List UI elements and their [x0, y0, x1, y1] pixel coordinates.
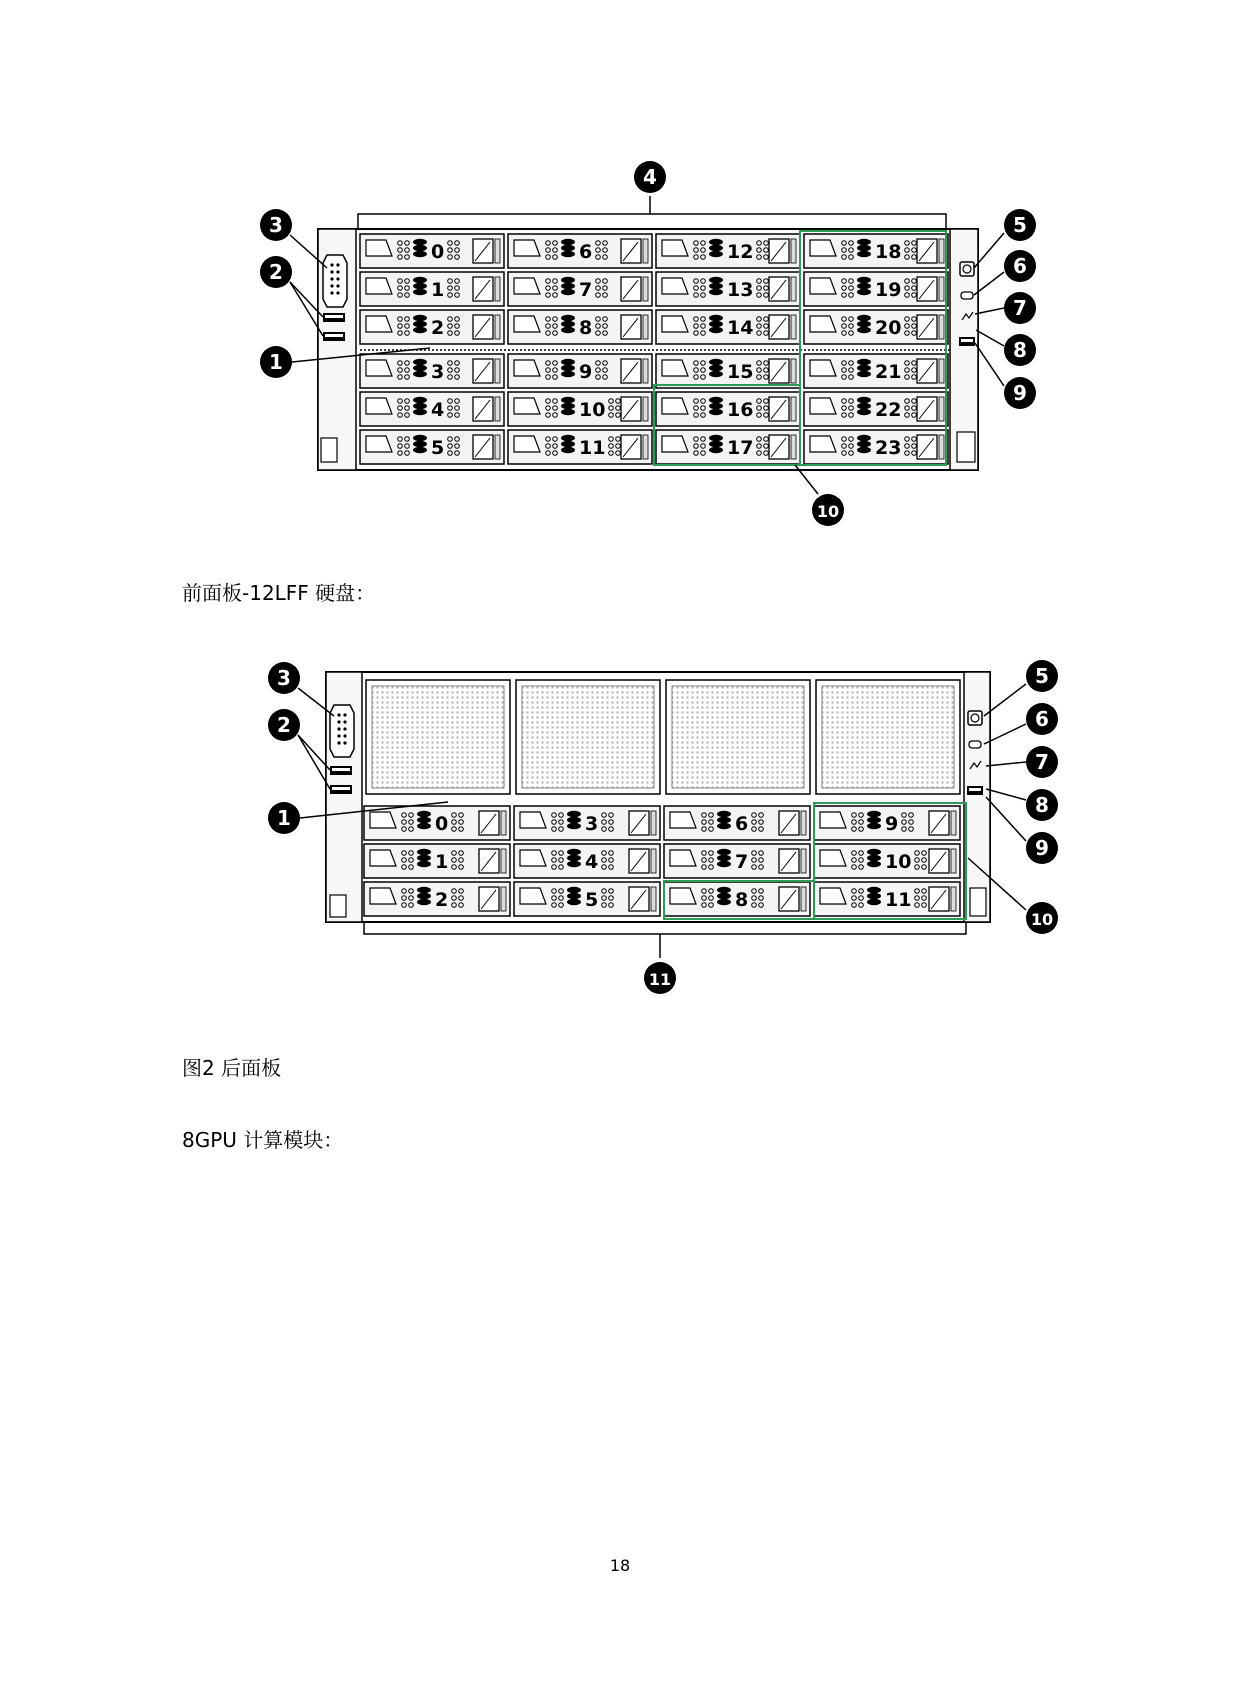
callout-10: [812, 494, 844, 526]
drive-icon: [867, 887, 881, 893]
drive-icon: [709, 441, 723, 447]
page-number: 18: [609, 1556, 631, 1575]
drive-icon: [413, 359, 427, 365]
drive-icon: [709, 447, 723, 453]
drive-bay-label: 9: [579, 361, 593, 383]
drive-icon: [717, 855, 731, 861]
drive-bay-5: [360, 430, 504, 464]
drive-icon: [857, 315, 871, 321]
drive-icon: [717, 899, 731, 905]
drive-icon: [709, 251, 723, 257]
vent-mesh: [372, 686, 504, 788]
drive-icon: [709, 245, 723, 251]
drive-icon: [867, 849, 881, 855]
drive-icon: [867, 823, 881, 829]
drive-bay-label: 0: [435, 813, 449, 835]
drive-icon: [709, 359, 723, 365]
drive-bay-21: [804, 354, 948, 388]
drive-bay-label: 11: [579, 437, 606, 459]
drive-icon: [561, 327, 575, 333]
vent-mesh: [672, 686, 804, 788]
drive-bay-1: [364, 844, 510, 878]
drive-bay-label: 20: [875, 317, 902, 339]
drive-bay-14: [656, 310, 800, 344]
callout-number: 3: [277, 666, 291, 690]
drive-icon: [561, 447, 575, 453]
drive-bay-17: [656, 430, 800, 464]
drive-icon: [561, 371, 575, 377]
vent-mesh: [522, 686, 654, 788]
drive-bay-label: 5: [585, 889, 599, 911]
drive-bay-6: [508, 234, 652, 268]
drive-icon: [413, 321, 427, 327]
drive-bay-label: 6: [735, 813, 749, 835]
drive-icon: [417, 811, 431, 817]
callout-number: 8: [1013, 338, 1027, 362]
caption-8gpu-module: 8GPU 计算模块：: [182, 1128, 344, 1152]
drive-bay-9: [508, 354, 652, 388]
drive-bay-label: 8: [735, 889, 749, 911]
drive-bay-label: 15: [727, 361, 754, 383]
drive-icon: [717, 817, 731, 823]
drive-icon: [717, 887, 731, 893]
callout-3: [268, 662, 300, 694]
drive-bay-label: 16: [727, 399, 754, 421]
drive-bay-label: 12: [727, 241, 754, 263]
drive-bay-11: [508, 430, 652, 464]
callout-2: [268, 709, 300, 741]
uid-button: [969, 741, 981, 748]
leader-line: [976, 330, 1004, 346]
drive-icon: [857, 245, 871, 251]
drive-icon: [857, 277, 871, 283]
drive-icon: [857, 371, 871, 377]
drive-icon: [567, 887, 581, 893]
drive-icon: [857, 403, 871, 409]
callout-number: 6: [1035, 707, 1049, 731]
callout-8: [1026, 789, 1058, 821]
drive-icon: [561, 435, 575, 441]
drive-icon: [561, 321, 575, 327]
drive-bay-label: 2: [431, 317, 445, 339]
drive-icon: [413, 371, 427, 377]
drive-bay-12: [656, 234, 800, 268]
drive-icon: [413, 315, 427, 321]
callout-5: [1004, 209, 1036, 241]
callout-number: 1: [269, 350, 283, 374]
drive-bay-5: [514, 882, 660, 916]
drive-icon: [417, 893, 431, 899]
callout-number: 5: [1013, 213, 1027, 237]
drive-bay-label: 22: [875, 399, 902, 421]
callout-number: 10: [816, 502, 840, 521]
drive-icon: [709, 239, 723, 245]
uid-button: [961, 292, 973, 299]
drive-icon: [709, 365, 723, 371]
drive-icon: [709, 315, 723, 321]
drive-icon: [567, 849, 581, 855]
drive-bay-22: [804, 392, 948, 426]
drive-icon: [857, 435, 871, 441]
drive-bay-6: [664, 806, 810, 840]
drive-icon: [561, 245, 575, 251]
drive-icon: [867, 893, 881, 899]
drive-bay-7: [664, 844, 810, 878]
callout-2: [260, 256, 292, 288]
callout-5: [1026, 660, 1058, 692]
drive-bay-2: [364, 882, 510, 916]
drive-icon: [709, 403, 723, 409]
leader-line: [986, 789, 1026, 800]
drive-bay-7: [508, 272, 652, 306]
drive-bay-18: [804, 234, 948, 268]
callout-1: [268, 802, 300, 834]
vent-mesh: [822, 686, 954, 788]
callout-number: 10: [1030, 910, 1054, 929]
drive-bay-4: [514, 844, 660, 878]
drive-bay-4: [360, 392, 504, 426]
drive-icon: [567, 855, 581, 861]
drive-icon: [709, 435, 723, 441]
callout-number: 9: [1013, 381, 1027, 405]
drive-bay-label: 10: [885, 851, 912, 873]
drive-bay-10: [508, 392, 652, 426]
callout-7: [1026, 746, 1058, 778]
leader-line: [986, 762, 1026, 766]
drive-icon: [567, 899, 581, 905]
drive-bay-label: 23: [875, 437, 902, 459]
drive-bay-label: 3: [431, 361, 445, 383]
drive-icon: [867, 817, 881, 823]
drive-bay-label: 3: [585, 813, 599, 835]
drive-bay-label: 2: [435, 889, 449, 911]
drive-icon: [709, 289, 723, 295]
callout-9: [1004, 377, 1036, 409]
drive-bay-label: 4: [585, 851, 599, 873]
drive-bay-label: 17: [727, 437, 754, 459]
drive-bay-label: 0: [431, 241, 445, 263]
drive-icon: [561, 283, 575, 289]
drive-bay-label: 9: [885, 813, 899, 835]
drive-icon: [561, 239, 575, 245]
drive-icon: [717, 811, 731, 817]
drive-icon: [857, 321, 871, 327]
drive-icon: [857, 327, 871, 333]
callout-6: [1004, 250, 1036, 282]
drive-icon: [567, 823, 581, 829]
callout-8: [1004, 334, 1036, 366]
drive-icon: [413, 441, 427, 447]
drive-bay-label: 1: [431, 279, 445, 301]
drive-icon: [857, 239, 871, 245]
drive-icon: [413, 239, 427, 245]
drive-icon: [857, 409, 871, 415]
drive-bay-0: [364, 806, 510, 840]
callout-number: 2: [269, 260, 283, 284]
drive-icon: [413, 327, 427, 333]
drive-icon: [413, 251, 427, 257]
callout-4: [634, 161, 666, 193]
drive-bay-label: 6: [579, 241, 593, 263]
drive-icon: [567, 817, 581, 823]
drive-bay-10: [814, 844, 960, 878]
drive-bay-label: 14: [727, 317, 754, 339]
drive-icon: [413, 245, 427, 251]
drive-icon: [417, 861, 431, 867]
drive-icon: [417, 887, 431, 893]
drive-bay-label: 5: [431, 437, 445, 459]
callout-number: 7: [1035, 750, 1049, 774]
drive-icon: [413, 447, 427, 453]
drive-icon: [413, 289, 427, 295]
leader-line: [975, 308, 1004, 314]
drive-icon: [561, 315, 575, 321]
drive-icon: [417, 817, 431, 823]
callout-3: [260, 209, 292, 241]
callout-number: 5: [1035, 664, 1049, 688]
drive-bay-3: [514, 806, 660, 840]
drive-bay-11: [814, 882, 960, 916]
drive-bay-8: [508, 310, 652, 344]
drive-bay-label: 13: [727, 279, 754, 301]
drive-icon: [561, 359, 575, 365]
drive-bay-15: [656, 354, 800, 388]
callout-number: 4: [643, 165, 657, 189]
drive-bay-label: 4: [431, 399, 445, 421]
drive-icon: [709, 277, 723, 283]
drive-bay-9: [814, 806, 960, 840]
drive-bay-19: [804, 272, 948, 306]
drive-icon: [717, 893, 731, 899]
callout-6: [1026, 703, 1058, 735]
drive-bay-label: 7: [735, 851, 749, 873]
drive-bay-label: 19: [875, 279, 902, 301]
drive-bay-3: [360, 354, 504, 388]
drive-icon: [561, 277, 575, 283]
drive-icon: [413, 397, 427, 403]
drive-icon: [561, 251, 575, 257]
drive-bay-0: [360, 234, 504, 268]
drive-bay-label: 18: [875, 241, 902, 263]
drive-icon: [867, 899, 881, 905]
drive-icon: [857, 283, 871, 289]
drive-icon: [413, 403, 427, 409]
drive-icon: [867, 861, 881, 867]
drive-icon: [561, 441, 575, 447]
drive-icon: [857, 441, 871, 447]
drive-icon: [567, 893, 581, 899]
drive-icon: [561, 403, 575, 409]
drive-icon: [417, 855, 431, 861]
drive-icon: [413, 277, 427, 283]
vga-port: [323, 255, 347, 307]
callout-number: 7: [1013, 296, 1027, 320]
drive-bay-label: 21: [875, 361, 902, 383]
drive-icon: [561, 289, 575, 295]
callout-7: [1004, 292, 1036, 324]
drive-icon: [717, 823, 731, 829]
callout-number: 3: [269, 213, 283, 237]
drive-icon: [717, 861, 731, 867]
drive-icon: [417, 849, 431, 855]
drive-icon: [857, 359, 871, 365]
leader-line: [975, 343, 1004, 386]
drive-icon: [857, 447, 871, 453]
drive-bay-label: 11: [885, 889, 912, 911]
drive-icon: [709, 321, 723, 327]
drive-icon: [413, 283, 427, 289]
callout-number: 11: [648, 970, 672, 989]
drive-icon: [417, 899, 431, 905]
drive-bay-label: 10: [579, 399, 606, 421]
callout-11: [644, 962, 676, 994]
callout-number: 1: [277, 806, 291, 830]
drive-icon: [709, 371, 723, 377]
drive-icon: [867, 855, 881, 861]
drive-bay-20: [804, 310, 948, 344]
drive-icon: [413, 365, 427, 371]
drive-bay-16: [656, 392, 800, 426]
callout-number: 2: [277, 713, 291, 737]
drive-bay-8: [664, 882, 810, 916]
drive-icon: [709, 327, 723, 333]
drive-icon: [567, 811, 581, 817]
drive-bay-label: 1: [435, 851, 449, 873]
callout-number: 6: [1013, 254, 1027, 278]
drive-bay-13: [656, 272, 800, 306]
drive-icon: [709, 283, 723, 289]
caption-front-panel-12lff: 前面板-12LFF 硬盘：: [182, 581, 376, 605]
drive-icon: [567, 861, 581, 867]
caption-rear-panel: 图2 后面板: [182, 1056, 282, 1080]
callout-9: [1026, 832, 1058, 864]
callout-1: [260, 346, 292, 378]
drive-bay-23: [804, 430, 948, 464]
callout-number: 8: [1035, 793, 1049, 817]
drive-icon: [857, 251, 871, 257]
drive-bay-label: 8: [579, 317, 593, 339]
drive-bay-2: [360, 310, 504, 344]
drive-icon: [417, 823, 431, 829]
drive-icon: [857, 365, 871, 371]
drive-icon: [857, 289, 871, 295]
drive-icon: [413, 409, 427, 415]
drive-icon: [561, 409, 575, 415]
power-button: [968, 711, 982, 725]
leader-line: [986, 797, 1026, 841]
callout-number: 9: [1035, 836, 1049, 860]
drive-bay-label: 7: [579, 279, 593, 301]
power-button: [960, 262, 974, 276]
drive-icon: [709, 409, 723, 415]
drive-icon: [561, 365, 575, 371]
drive-icon: [561, 397, 575, 403]
drive-icon: [857, 397, 871, 403]
drive-icon: [413, 435, 427, 441]
drive-icon: [717, 849, 731, 855]
drive-icon: [867, 811, 881, 817]
vga-port: [330, 705, 354, 757]
drive-bay-1: [360, 272, 504, 306]
callout-10: [1026, 902, 1058, 934]
drive-icon: [709, 397, 723, 403]
